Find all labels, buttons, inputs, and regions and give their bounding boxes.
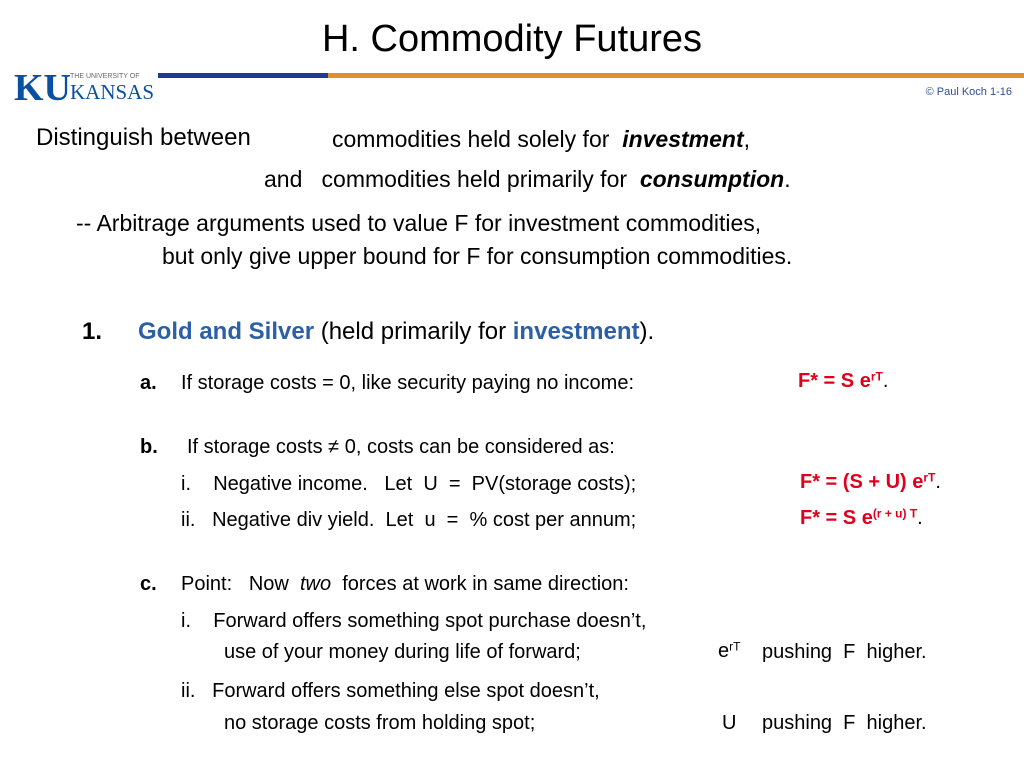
item-c-i-line2: use of your money during life of forward; xyxy=(224,641,581,663)
item-a-label: a. xyxy=(140,372,157,394)
item-a-end: . xyxy=(882,370,889,392)
header-rule-blue xyxy=(158,73,328,78)
item-c-ii-push: pushing F higher. xyxy=(762,712,927,734)
intro-line1-em: investment xyxy=(622,126,744,152)
section1-head-end: ). xyxy=(639,318,655,345)
item-b-ii-formula xyxy=(800,507,923,530)
item-c-i-line1: i. Forward offers something spot purchase doesn’t, xyxy=(181,610,647,632)
item-a-text: If storage costs = 0, like security paying no income: xyxy=(181,372,634,394)
item-b-text: If storage costs ≠ 0, costs can be considered as: xyxy=(187,436,615,458)
intro-line2-and: and xyxy=(264,166,303,192)
logo-small-text: THE UNIVERSITY OF xyxy=(70,73,140,80)
intro-dash-line2: but only give upper bound for F for consumption commodities. xyxy=(162,243,793,269)
item-b-i-end: . xyxy=(935,471,941,493)
item-c-text xyxy=(181,573,629,596)
intro-lead: Distinguish between xyxy=(36,124,251,151)
section1-head-blue2: investment xyxy=(512,318,640,345)
item-c-text-post: forces at work in same direction: xyxy=(342,573,629,595)
intro-line2-text: commodities held primarily for xyxy=(321,166,628,192)
item-c-ii-line2: no storage costs from holding spot; xyxy=(224,712,536,734)
item-a-formula xyxy=(798,370,888,393)
copyright-text: © Paul Koch 1-16 xyxy=(925,86,1012,98)
item-b-ii-formula-base: F* = S e xyxy=(800,507,873,529)
item-c-text-pre: Point: Now xyxy=(181,573,289,595)
logo-ku-mark: KU xyxy=(14,67,71,106)
item-c-text-em: two xyxy=(299,573,332,595)
item-b-ii-formula-sup: (r + u) T xyxy=(872,506,918,521)
item-b-i-formula xyxy=(800,471,941,494)
ku-logo xyxy=(14,66,156,106)
item-c-i-erT xyxy=(718,640,740,663)
item-b-label: b. xyxy=(140,436,158,458)
item-c-i-push: pushing F higher. xyxy=(762,641,927,663)
slide-title: H. Commodity Futures xyxy=(321,18,703,60)
item-c-i-e-base: e xyxy=(718,640,730,662)
item-c-label: c. xyxy=(140,573,157,595)
header-rule xyxy=(158,73,1024,78)
item-b-ii-text: ii. Negative div yield. Let u = % cost per annum; xyxy=(181,509,637,531)
item-b-ii-end: . xyxy=(917,507,923,529)
item-a-formula-sup: rT xyxy=(870,369,883,384)
item-b-i-formula-sup: rT xyxy=(923,470,936,485)
intro-line1 xyxy=(332,126,750,153)
header-rule-orange xyxy=(328,73,1024,78)
intro-line2 xyxy=(264,166,791,193)
intro-dash-line1: -- Arbitrage arguments used to value F for investment commodities, xyxy=(76,210,762,236)
section1-head-blue: Gold and Silver xyxy=(138,318,315,345)
item-a-formula-base: F* = S e xyxy=(798,370,871,392)
intro-line2-em: consumption xyxy=(639,166,785,192)
item-c-i-e-sup: rT xyxy=(729,639,741,654)
intro-line2-end: . xyxy=(784,166,791,192)
item-c-ii-line1: ii. Forward offers something else spot doesn’t, xyxy=(181,680,600,702)
intro-line1-text: commodities held solely for xyxy=(332,126,610,152)
section1-head-mid: (held primarily for xyxy=(314,318,513,345)
section1-number: 1. xyxy=(82,318,103,345)
section1-heading xyxy=(138,318,654,346)
item-c-ii-u: U xyxy=(722,712,737,734)
intro-line1-end: , xyxy=(743,126,751,152)
logo-kansas-text: KANSAS xyxy=(70,80,155,104)
item-b-i-formula-base: F* = (S + U) e xyxy=(800,471,924,493)
item-b-i-text: i. Negative income. Let U = PV(storage costs); xyxy=(181,473,637,495)
